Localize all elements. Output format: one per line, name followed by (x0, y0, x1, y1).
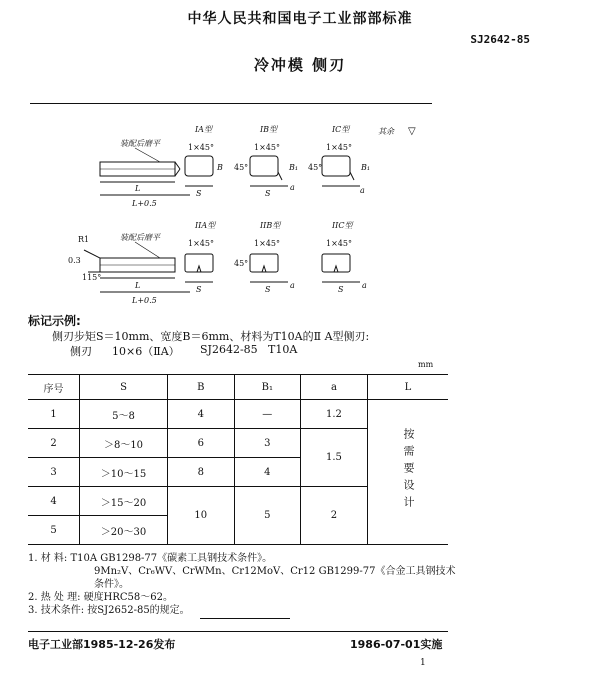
type-label: IIB型 (260, 221, 281, 230)
cell-s: ＞15～20 (80, 487, 168, 516)
notes-end-rule (200, 618, 290, 619)
dim-R1: R1 (78, 235, 90, 244)
table-row (28, 400, 448, 429)
dim-chamfer: 1×45° (188, 143, 214, 152)
cell-b: 8 (168, 458, 235, 487)
note-technical-conditions: 3. 技术条件: 按SJ2652-85的规定。 (28, 605, 190, 616)
issued-date: 电子工业部1985-12-26发布 (28, 638, 176, 651)
spec-table (28, 374, 448, 545)
cell-no: 2 (28, 429, 80, 458)
cell-b1: 4 (234, 458, 300, 487)
cell-b1: — (234, 400, 300, 429)
marking-sample-size: 10×6（ⅡA） (112, 345, 180, 358)
type-label: IB型 (260, 125, 278, 134)
type-label: IIA型 (195, 221, 216, 230)
note-heat-treatment: 2. 热 处 理: 硬度HRC58～62。 (28, 592, 173, 603)
page-number: 1 (420, 658, 426, 668)
marking-heading: 标记示例: (28, 314, 81, 328)
cell-b1: 5 (234, 487, 300, 545)
marking-sample-std: SJ2642-85 (200, 343, 258, 356)
unit-label: mm (418, 360, 434, 369)
note-text: T10A GB1298-77《碳素工具钢技术条件》。 (70, 553, 273, 564)
col-header: B₁ (234, 375, 300, 400)
note-text: 条件》。 (94, 579, 129, 590)
dim-angle: 45° (234, 259, 249, 268)
dim-B1: B₁ (361, 163, 371, 172)
drawing-note-top: 装配后磨平 (120, 139, 160, 148)
title-rule (30, 103, 432, 104)
col-header: a (301, 375, 368, 400)
dim-L: L (135, 184, 141, 193)
marking-sample-name: 侧刃 (70, 345, 92, 358)
dim-chamfer: 1×45° (326, 143, 352, 152)
dim-a: a (362, 281, 367, 290)
cell-s: ＞8～10 (80, 429, 168, 458)
dim-S: S (265, 285, 271, 294)
note-text: 9Mn₂V、Cr₆WV、CrWMn、Cr12MoV、Cr12 GB1299-77《合金工具钢技术 (94, 566, 456, 577)
dim-a: a (290, 281, 295, 290)
cell-b: 6 (168, 429, 235, 458)
cell-b: 4 (168, 400, 235, 429)
type-label: IA型 (195, 125, 212, 134)
col-header: 序号 (28, 375, 80, 400)
cell-no: 3 (28, 458, 80, 487)
dim-chamfer: 1×45° (254, 239, 280, 248)
cell-no: 5 (28, 516, 80, 545)
table-header-row (28, 375, 448, 400)
dim-chamfer: 1×45° (326, 239, 352, 248)
marking-sample-material: T10A (268, 343, 298, 356)
col-header: S (80, 375, 168, 400)
cell-a: 1.5 (301, 429, 368, 487)
dim-a: a (360, 186, 365, 195)
cell-l (367, 400, 448, 545)
dim-S: S (196, 285, 202, 294)
dim-L-plus: L+0.5 (132, 199, 157, 208)
dim-S: S (196, 189, 202, 198)
col-header: B (168, 375, 235, 400)
dim-angle: 45° (308, 163, 323, 172)
roughness-note: 其余 (378, 127, 394, 136)
type-label: IIC型 (332, 221, 353, 230)
effective-date: 1986-07-01实施 (350, 638, 443, 651)
footer-rule (28, 631, 448, 632)
dim-angle: 45° (234, 163, 249, 172)
dim-S: S (265, 189, 271, 198)
notes-block (28, 552, 455, 617)
page-title: 冷冲模 侧刃 (253, 56, 347, 74)
cell-b1: 3 (234, 429, 300, 458)
l-note: 按需要设计 (401, 428, 415, 513)
note-label: 1. 材 料: (28, 553, 68, 564)
marking-description: 侧刃步矩S＝10mm、宽度B＝6mm、材料为T10A的Ⅱ A型侧刃: (52, 330, 370, 343)
note-material (28, 552, 455, 565)
cell-a: 1.2 (301, 400, 368, 429)
dim-B1: B₁ (289, 163, 299, 172)
cell-b: 10 (168, 487, 235, 545)
dim-L: L (135, 281, 141, 290)
dim-B: B (217, 163, 223, 172)
dim-chamfer: 1×45° (254, 143, 280, 152)
dim-03: 0.3 (68, 256, 81, 265)
dim-L-plus: L+0.5 (132, 296, 157, 305)
standard-org: 中华人民共和国电子工业部部标准 (187, 11, 413, 27)
technical-drawing (60, 118, 440, 310)
dim-115: 115° (82, 273, 102, 282)
dim-a: a (290, 183, 295, 192)
svg-text:▽: ▽ (408, 126, 416, 137)
drawing-note-bottom: 装配后磨平 (120, 233, 160, 242)
col-header: L (367, 375, 448, 400)
standard-code: SJ2642-85 (470, 33, 530, 46)
cell-a: 2 (301, 487, 368, 545)
type-label: IC型 (332, 125, 350, 134)
cell-no: 1 (28, 400, 80, 429)
cell-s: ＞20～30 (80, 516, 168, 545)
cell-s: 5～8 (80, 400, 168, 429)
cell-s: ＞10～15 (80, 458, 168, 487)
dim-chamfer: 1×45° (188, 239, 214, 248)
dim-S: S (338, 285, 344, 294)
cell-no: 4 (28, 487, 80, 516)
